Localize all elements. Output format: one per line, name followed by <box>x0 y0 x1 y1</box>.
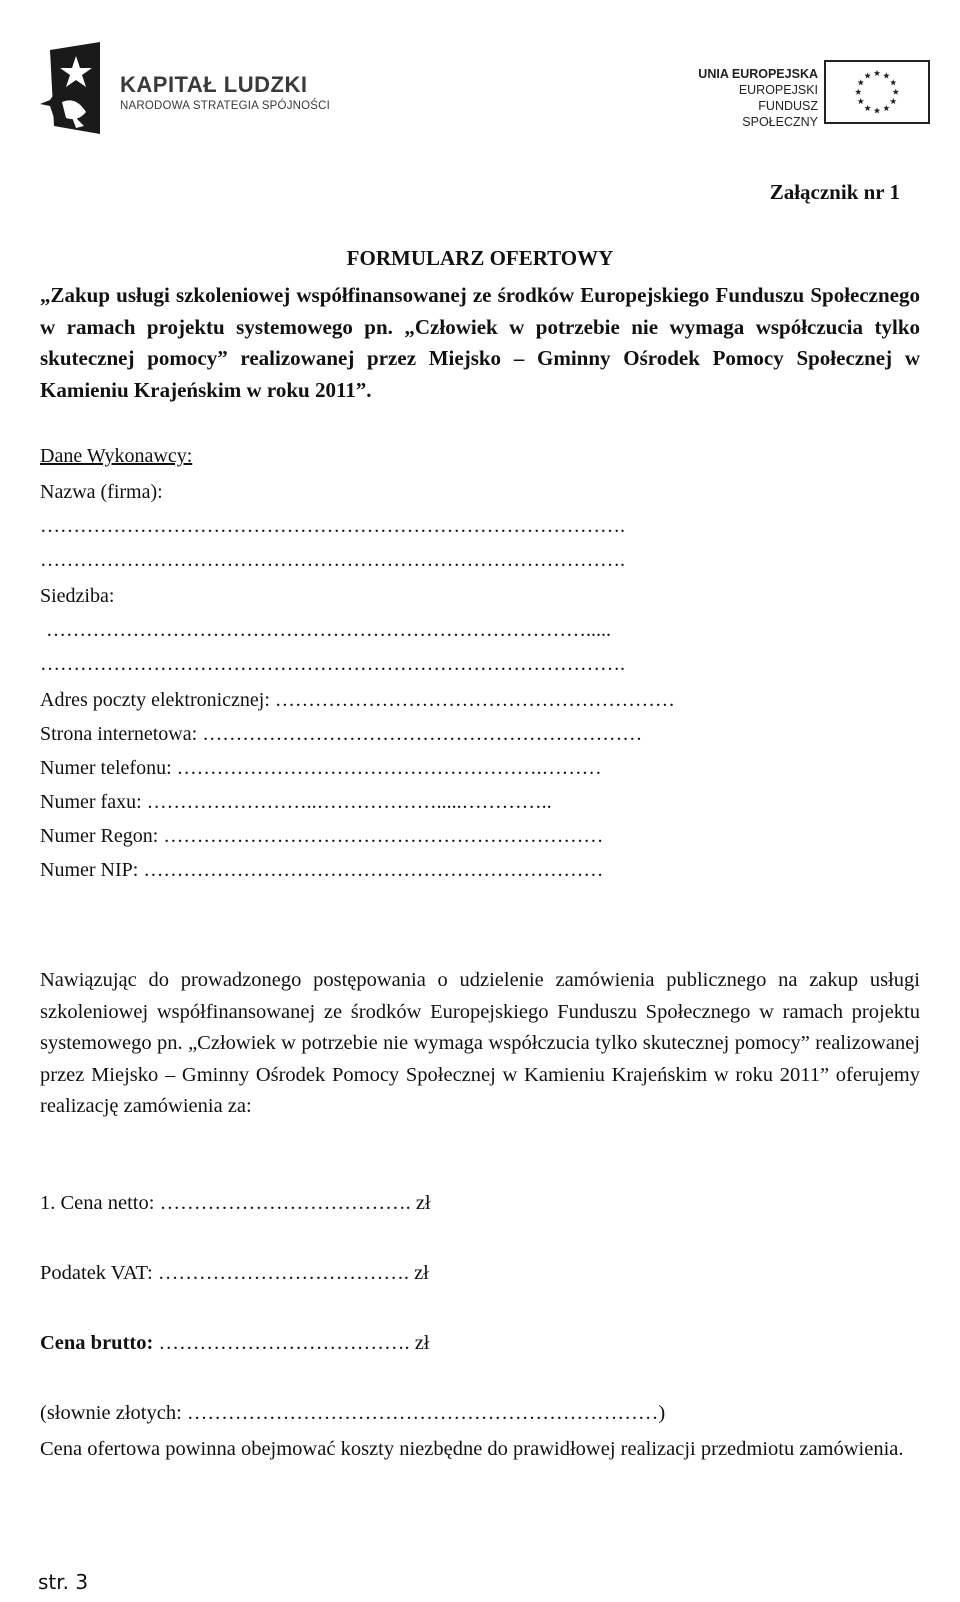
eu-star-icon <box>864 72 870 78</box>
eu-star-icon <box>883 105 889 111</box>
eu-star-icon <box>893 89 899 95</box>
eu-star-icon <box>874 70 880 76</box>
www-label: Strona internetowa: <box>40 723 198 745</box>
nip-field[interactable]: …………………………………………………………… <box>143 859 604 881</box>
name-field-line-2[interactable]: ……………………………………………………………………………. <box>40 549 625 571</box>
net-price-row <box>40 1192 431 1215</box>
eu-star-icon <box>883 72 889 78</box>
net-price-field[interactable]: ………………………………. zł <box>159 1192 431 1214</box>
vat-label: Podatek VAT: <box>40 1262 153 1284</box>
eu-logo-text <box>690 66 818 130</box>
eu-star-icon <box>858 98 864 104</box>
seat-label: Siedziba: <box>40 585 115 607</box>
eu-star-icon <box>890 98 896 104</box>
form-title: FORMULARZ OFERTOWY <box>346 246 614 270</box>
email-label: Adres poczty elektronicznej: <box>40 689 270 711</box>
email-field[interactable]: …………………………………………………… <box>274 689 675 711</box>
net-price-label: 1. Cena netto: <box>40 1192 155 1214</box>
eu-logo <box>690 58 930 129</box>
annex-label: Załącznik nr 1 <box>769 180 900 204</box>
www-field[interactable]: ………………………………………………………… <box>202 723 643 745</box>
gross-price-row <box>40 1332 429 1355</box>
eu-star-icon <box>874 107 880 113</box>
fax-row <box>40 791 552 814</box>
phone-label: Numer telefonu: <box>40 757 172 779</box>
phone-field[interactable]: ……………………………………………….……… <box>176 757 602 779</box>
gross-price-field[interactable]: ………………………………. zł <box>158 1332 430 1354</box>
fax-field[interactable]: ……………………..……………….....………….. <box>146 791 552 813</box>
eu-line-1: UNIA EUROPEJSKA <box>698 67 818 81</box>
price-note: Cena ofertowa powinna obejmować koszty niezbędne do prawidłowej realizacji przedmiotu zamówienia. <box>40 1438 904 1460</box>
name-field-line-1[interactable]: ……………………………………………………………………………. <box>40 515 625 537</box>
regon-row <box>40 825 603 848</box>
form-subject: „Zakup usługi szkoleniowej współfinansowanej ze środków Europejskiego Funduszu Społecznego w ramach projektu systemowego pn. „Człowiek w potrzebie nie wymaga współczucia tylko skutecznej pomocy” realizowanej przez Miejsko – Gminny Ośrodek Pomocy Społecznej w Kamieniu Krajeńskim w roku 2011”. <box>40 283 920 402</box>
kapital-ludzki-title: KAPITAŁ LUDZKI <box>120 72 308 97</box>
eu-flag-icon <box>824 60 930 124</box>
contractor-heading: Dane Wykonawcy: <box>40 445 193 467</box>
phone-row <box>40 757 602 780</box>
name-label: Nazwa (firma): <box>40 481 163 503</box>
kapital-ludzki-subtitle: NARODOWA STRATEGIA SPÓJNOŚCI <box>120 100 331 112</box>
gross-price-label: Cena brutto: <box>40 1332 154 1354</box>
fax-label: Numer faxu: <box>40 791 142 813</box>
email-row <box>40 689 675 712</box>
amount-in-words[interactable]: (słownie złotych: ……………………………………………………………) <box>40 1402 666 1424</box>
eu-star-icon <box>890 79 896 85</box>
seat-field-line-1[interactable]: ………………………………………………………………………..... <box>46 619 611 641</box>
eu-star-icon <box>855 89 861 95</box>
kapital-ludzki-emblem-icon <box>40 42 104 134</box>
vat-field[interactable]: ………………………………. zł <box>157 1262 429 1284</box>
eu-star-icon <box>864 105 870 111</box>
regon-field[interactable]: ………………………………………………………… <box>163 825 604 847</box>
regon-label: Numer Regon: <box>40 825 159 847</box>
eu-line-2: EUROPEJSKI <box>738 83 818 97</box>
nip-label: Numer NIP: <box>40 859 139 881</box>
vat-row <box>40 1262 429 1285</box>
page-number: str. 3 <box>38 1570 89 1594</box>
nip-row <box>40 859 603 882</box>
eu-line-3: FUNDUSZ SPOŁECZNY <box>742 99 818 129</box>
www-row <box>40 723 642 746</box>
eu-star-icon <box>858 79 864 85</box>
kapital-ludzki-logo <box>40 42 340 137</box>
offer-intro-paragraph: Nawiązując do prowadzonego postępowania o udzielenie zamówienia publicznego na zakup usługi szkoleniowej współfinansowanej ze środków Europejskiego Funduszu Społecznego w ramach projektu systemowego pn. „Człowiek w potrzebie nie wymaga współczucia tylko skutecznej pomocy” realizowanej przez Miejsko – Gminny Ośrodek Pomocy Społecznej w Kamieniu Krajeńskim w roku 2011” oferujemy realizację zamówienia za: <box>40 969 920 1117</box>
seat-field-line-2[interactable]: ……………………………………………………………………………. <box>40 653 625 675</box>
